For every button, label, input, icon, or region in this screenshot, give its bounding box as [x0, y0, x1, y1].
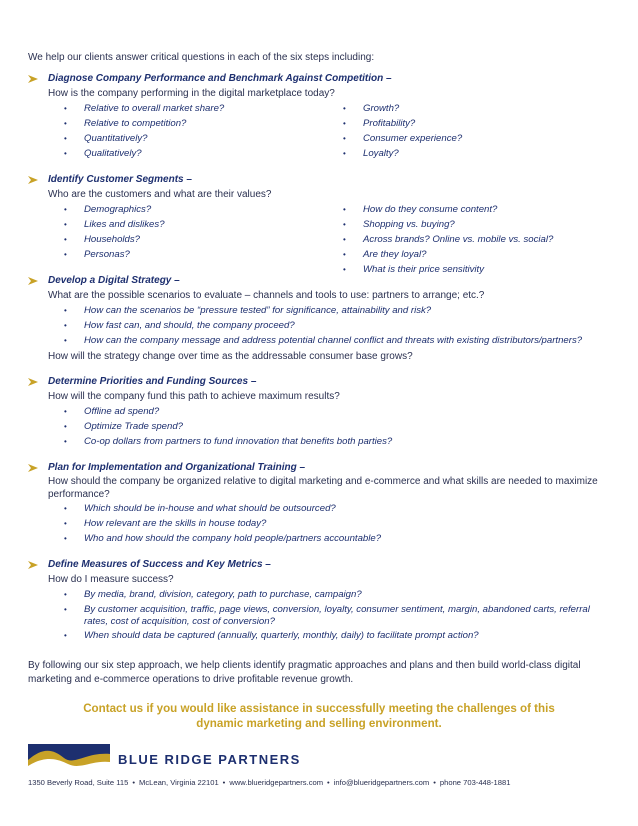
arrow-bullet-icon — [27, 175, 39, 185]
company-logo-text: BLUE RIDGE PARTNERS — [118, 752, 301, 767]
list-item: • What is their price sensitivity — [363, 264, 484, 276]
section-title-diagnose: Diagnose Company Performance and Benchmark Against Competition – — [48, 73, 392, 84]
section-title-priorities: Determine Priorities and Funding Sources – — [48, 376, 257, 387]
list-item: • Across brands? Online vs. mobile vs. social? — [363, 234, 553, 246]
list-item: • Relative to overall market share? — [84, 103, 224, 115]
list-item: • Growth? — [363, 103, 399, 115]
footer-city: McLean, Virginia 22101 — [139, 778, 219, 787]
section-question: Who are the customers and what are their values? — [48, 189, 272, 200]
closing-paragraph: By following our six step approach, we help clients identify pragmatic approaches and plans and then build world-class digital marketing and e-commerce operations to drive profitable revenue growth. — [28, 660, 581, 685]
list-item: • Qualitatively? — [84, 148, 142, 160]
list-item: • Co-op dollars from partners to fund innovation that benefits both parties? — [84, 436, 614, 448]
list-item: • Consumer experience? — [363, 133, 462, 145]
list-item: • By media, brand, division, category, path to purchase, campaign? — [84, 589, 614, 601]
section-question-followup: How will the strategy change over time as the addressable consumer base grows? — [48, 351, 413, 362]
list-item: • Households? — [84, 234, 140, 246]
footer-website-link[interactable]: www.blueridgepartners.com — [229, 778, 324, 787]
list-item: • By customer acquisition, traffic, page views, conversion, loyalty, consumer sentiment, margin, abandoned carts, referral rates, cost of acquisition, cost of conversion? — [84, 604, 614, 627]
section-title-implementation: Plan for Implementation and Organizational Training – — [48, 462, 306, 473]
arrow-bullet-icon — [27, 377, 39, 387]
list-item: • Who and how should the company hold people/partners accountable? — [84, 533, 614, 545]
list-item: • Offline ad spend? — [84, 406, 614, 418]
section-title-metrics: Define Measures of Success and Key Metrics – — [48, 559, 271, 570]
list-item: • How fast can, and should, the company proceed? — [84, 320, 614, 332]
list-item: • Optimize Trade spend? — [84, 421, 614, 433]
blue-ridge-logo-icon — [28, 744, 110, 772]
list-item: • How relevant are the skills in house today? — [84, 518, 614, 530]
list-item: • Profitability? — [363, 118, 415, 130]
list-item: • Which should be in-house and what should be outsourced? — [84, 503, 614, 515]
list-item: • How do they consume content? — [363, 204, 497, 216]
list-item: • When should data be captured (annually, quarterly, monthly, daily) to facilitate prompt action? — [84, 630, 614, 642]
arrow-bullet-icon — [27, 463, 39, 473]
cta-line-1: Contact us if you would like assistance in successfully meeting the challenges of this — [83, 702, 555, 715]
contact-callout — [0, 701, 638, 731]
section-question: How should the company be organized relative to digital marketing and e-commerce and what skills are needed to maximize performance? — [48, 476, 598, 500]
list-item: • Quantitatively? — [84, 133, 147, 145]
footer-address: 1350 Beverly Road, Suite 115 — [28, 778, 129, 787]
list-item: • How can the scenarios be “pressure tested” for significance, attainability and risk? — [84, 305, 614, 317]
list-item: • Loyalty? — [363, 148, 399, 160]
list-item: • How can the company message and address potential channel conflict and threats with existing distributors/partners? — [84, 335, 614, 347]
section-question: How will the company fund this path to achieve maximum results? — [48, 391, 340, 402]
footer-email-link[interactable]: info@blueridgepartners.com — [333, 778, 430, 787]
section-question: How do I measure success? — [48, 574, 174, 585]
arrow-bullet-icon — [27, 276, 39, 286]
section-question: How is the company performing in the digital marketplace today? — [48, 88, 335, 99]
section-title-segments: Identify Customer Segments – — [48, 174, 192, 185]
section-question: What are the possible scenarios to evaluate – channels and tools to use: partners to arrange; etc.? — [48, 290, 485, 301]
list-item: • Personas? — [84, 249, 130, 261]
list-item: • Likes and dislikes? — [84, 219, 165, 231]
arrow-bullet-icon — [27, 560, 39, 570]
cta-line-2: dynamic marketing and selling environment. — [196, 717, 442, 730]
list-item: • Relative to competition? — [84, 118, 186, 130]
footer-contact: 1350 Beverly Road, Suite 115 • McLean, Virginia 22101 • www.blueridgepartners.com • info@blueridgepartners.com • phone 703-448-1881 — [28, 778, 511, 787]
section-title-strategy: Develop a Digital Strategy – — [48, 275, 180, 286]
intro-text: We help our clients answer critical questions in each of the six steps including: — [28, 52, 375, 63]
footer-phone: phone 703-448-1881 — [439, 778, 511, 787]
list-item: • Shopping vs. buying? — [363, 219, 455, 231]
arrow-bullet-icon — [27, 74, 39, 84]
list-item: • Are they loyal? — [363, 249, 426, 261]
list-item: • Demographics? — [84, 204, 151, 216]
